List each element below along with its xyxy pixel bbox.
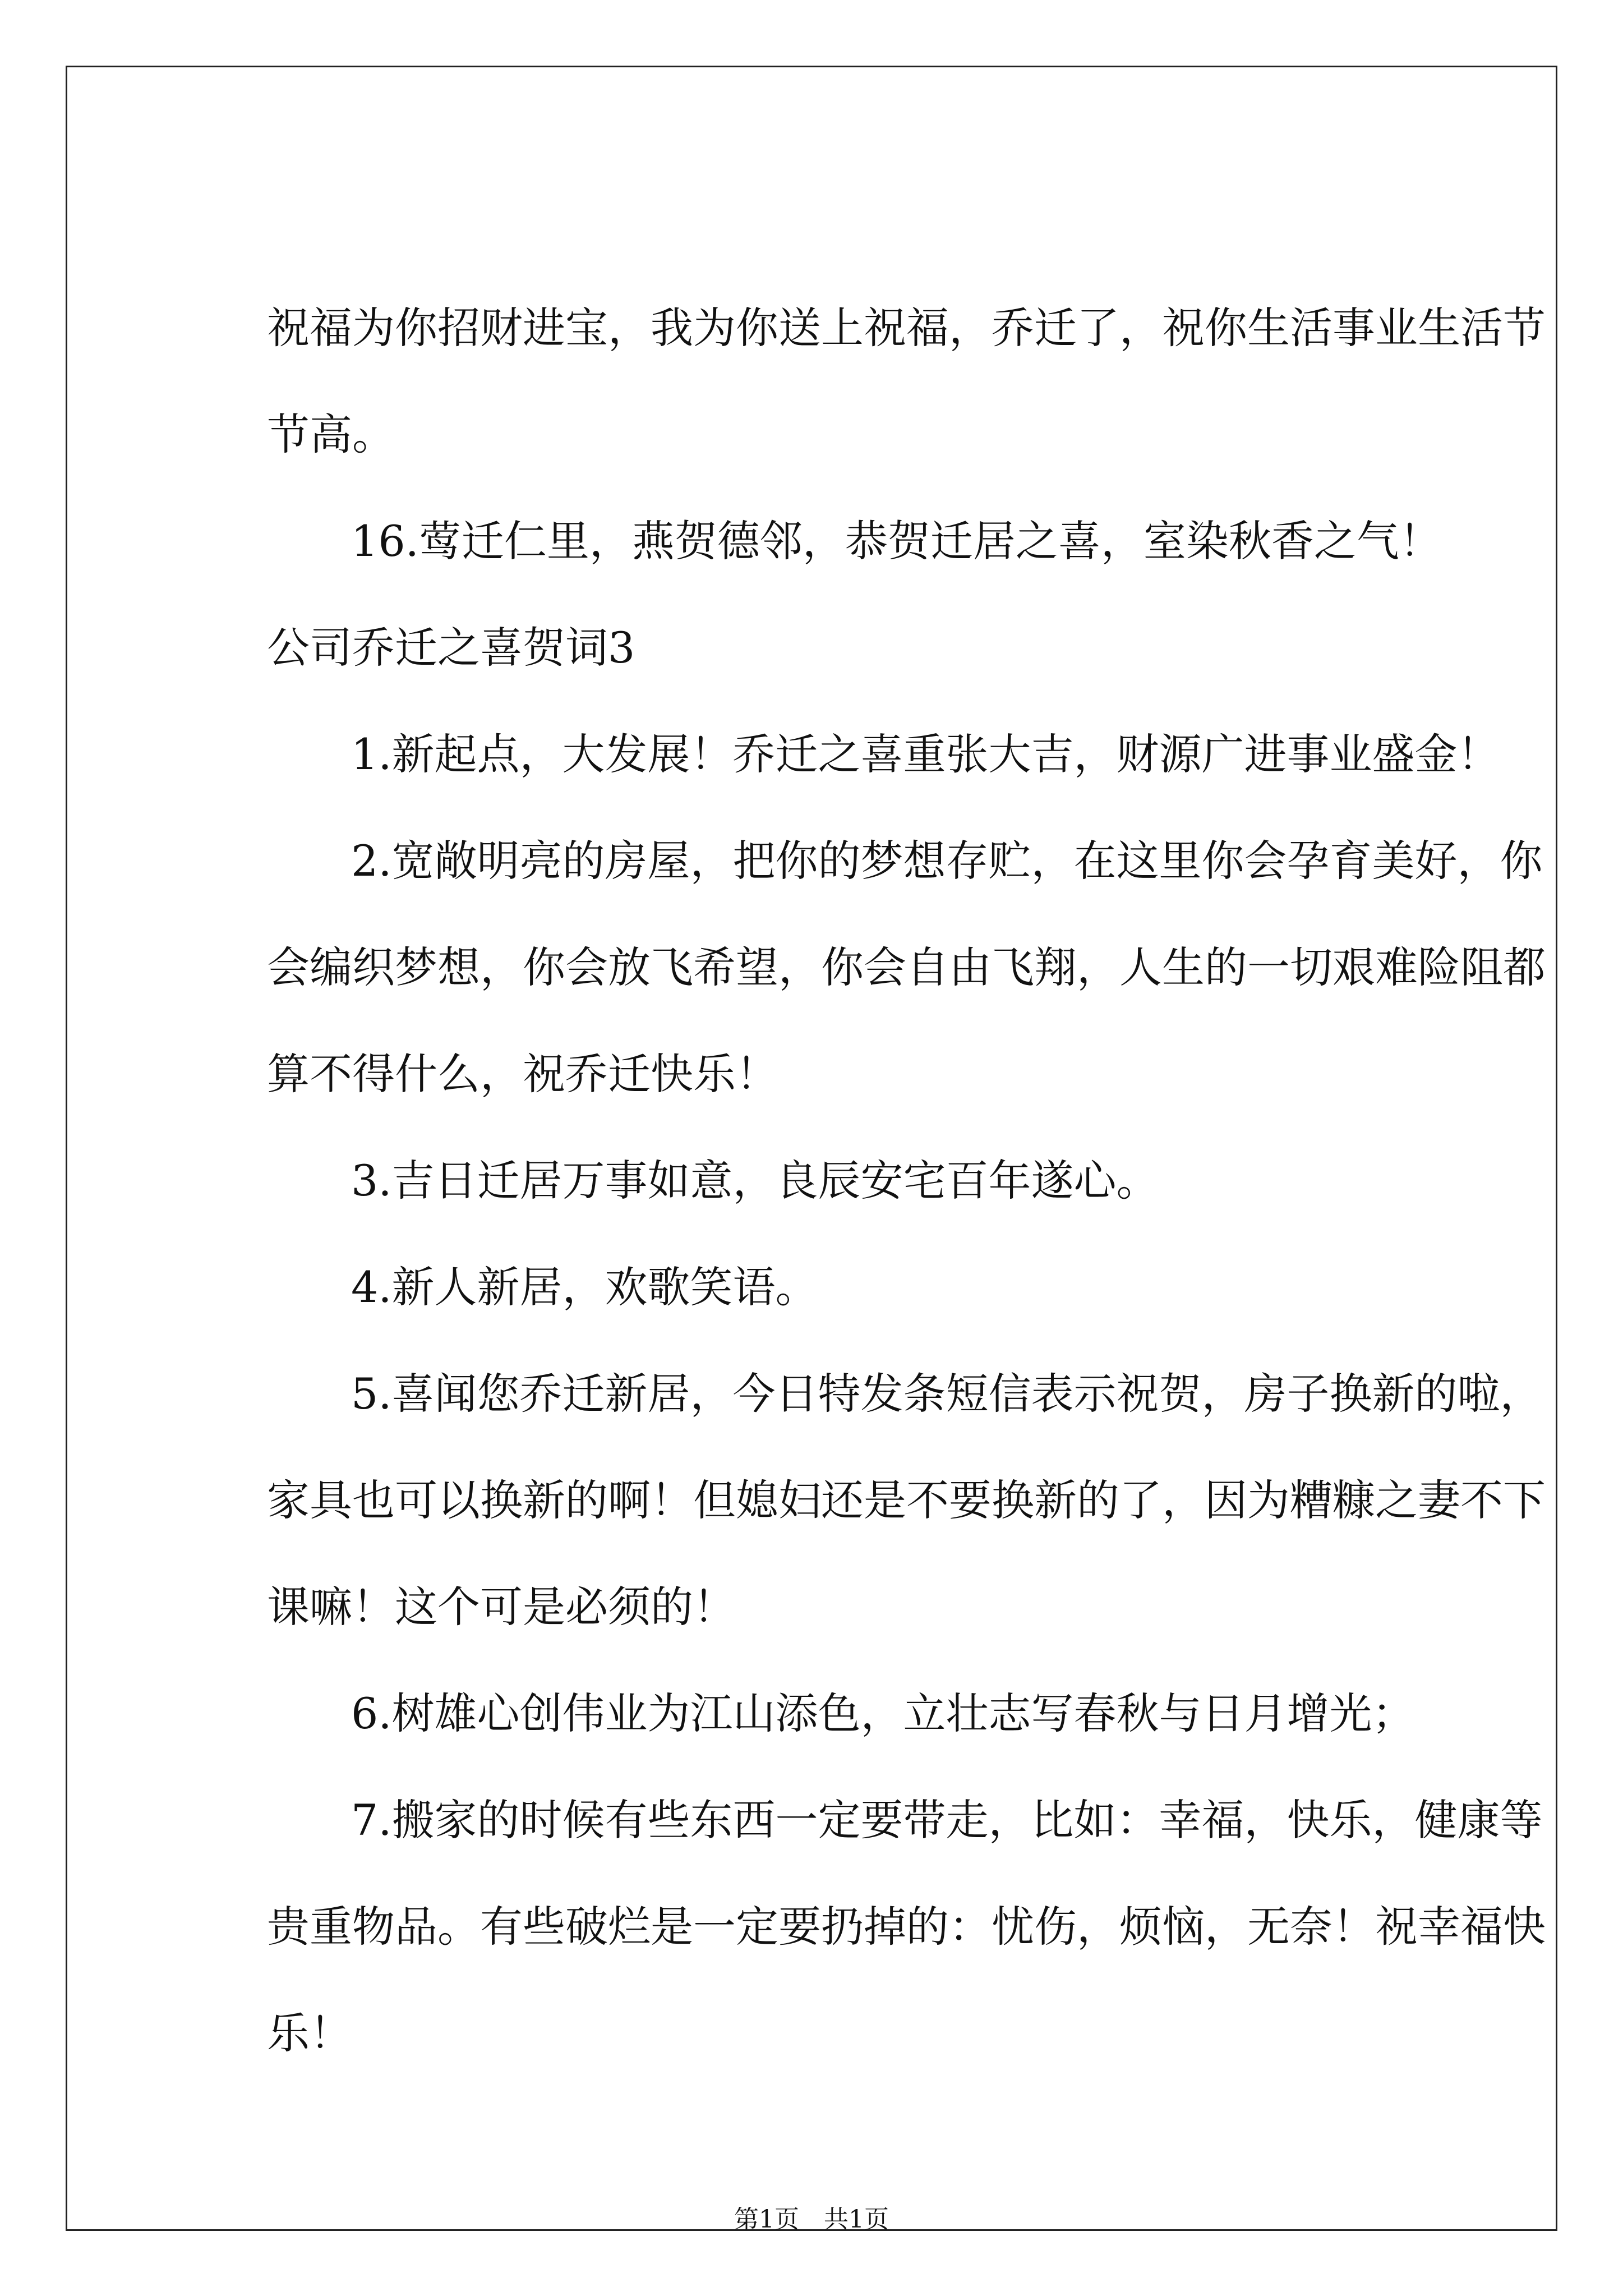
- text-line: 2.宽敞明亮的房屋，把你的梦想存贮，在这里你会孕育美好，你: [351, 836, 1543, 886]
- page-frame: [66, 66, 1557, 2234]
- document-body: [267, 275, 1546, 2087]
- text-line: 节高。: [267, 409, 395, 459]
- text-line: 1.新起点，大发展！乔迁之喜重张大吉，财源广进事业盛金！: [351, 729, 1500, 779]
- text-line: 家具也可以换新的啊！但媳妇还是不要换新的了，因为糟糠之妻不下: [267, 1475, 1546, 1525]
- text-line: 课嘛！这个可是必须的！: [267, 1582, 736, 1632]
- text-line: 贵重物品。有些破烂是一定要扔掉的：忧伤，烦恼，无奈！祝幸福快: [267, 1902, 1546, 1952]
- text-line: 7.搬家的时候有些东西一定要带走，比如：幸福，快乐，健康等: [351, 1795, 1543, 1845]
- text-line: 6.树雄心创伟业为江山添色，立壮志写春秋与日月增光；: [351, 1688, 1415, 1738]
- text-line: 算不得什么，祝乔迁快乐！: [267, 1049, 778, 1099]
- text-line: 3.吉日迁居万事如意，良辰安宅百年遂心。: [351, 1156, 1159, 1205]
- text-line: 16.莺迁仁里，燕贺德邻，恭贺迁居之喜，室染秋香之气！: [351, 516, 1442, 566]
- text-line: 祝福为你招财进宝，我为你送上祝福，乔迁了，祝你生活事业生活节: [267, 303, 1546, 353]
- page-footer: 第1页 共1页: [734, 2205, 889, 2234]
- text-line: 5.喜闻您乔迁新居，今日特发条短信表示祝贺，房子换新的啦，: [351, 1369, 1543, 1419]
- section-heading: 公司乔迁之喜贺词3: [267, 623, 635, 673]
- text-line: 乐！: [267, 2008, 352, 2058]
- text-line: 4.新人新居，欢歌笑语。: [351, 1262, 818, 1312]
- text-line: 会编织梦想，你会放飞希望，你会自由飞翔，人生的一切艰难险阻都: [267, 942, 1546, 992]
